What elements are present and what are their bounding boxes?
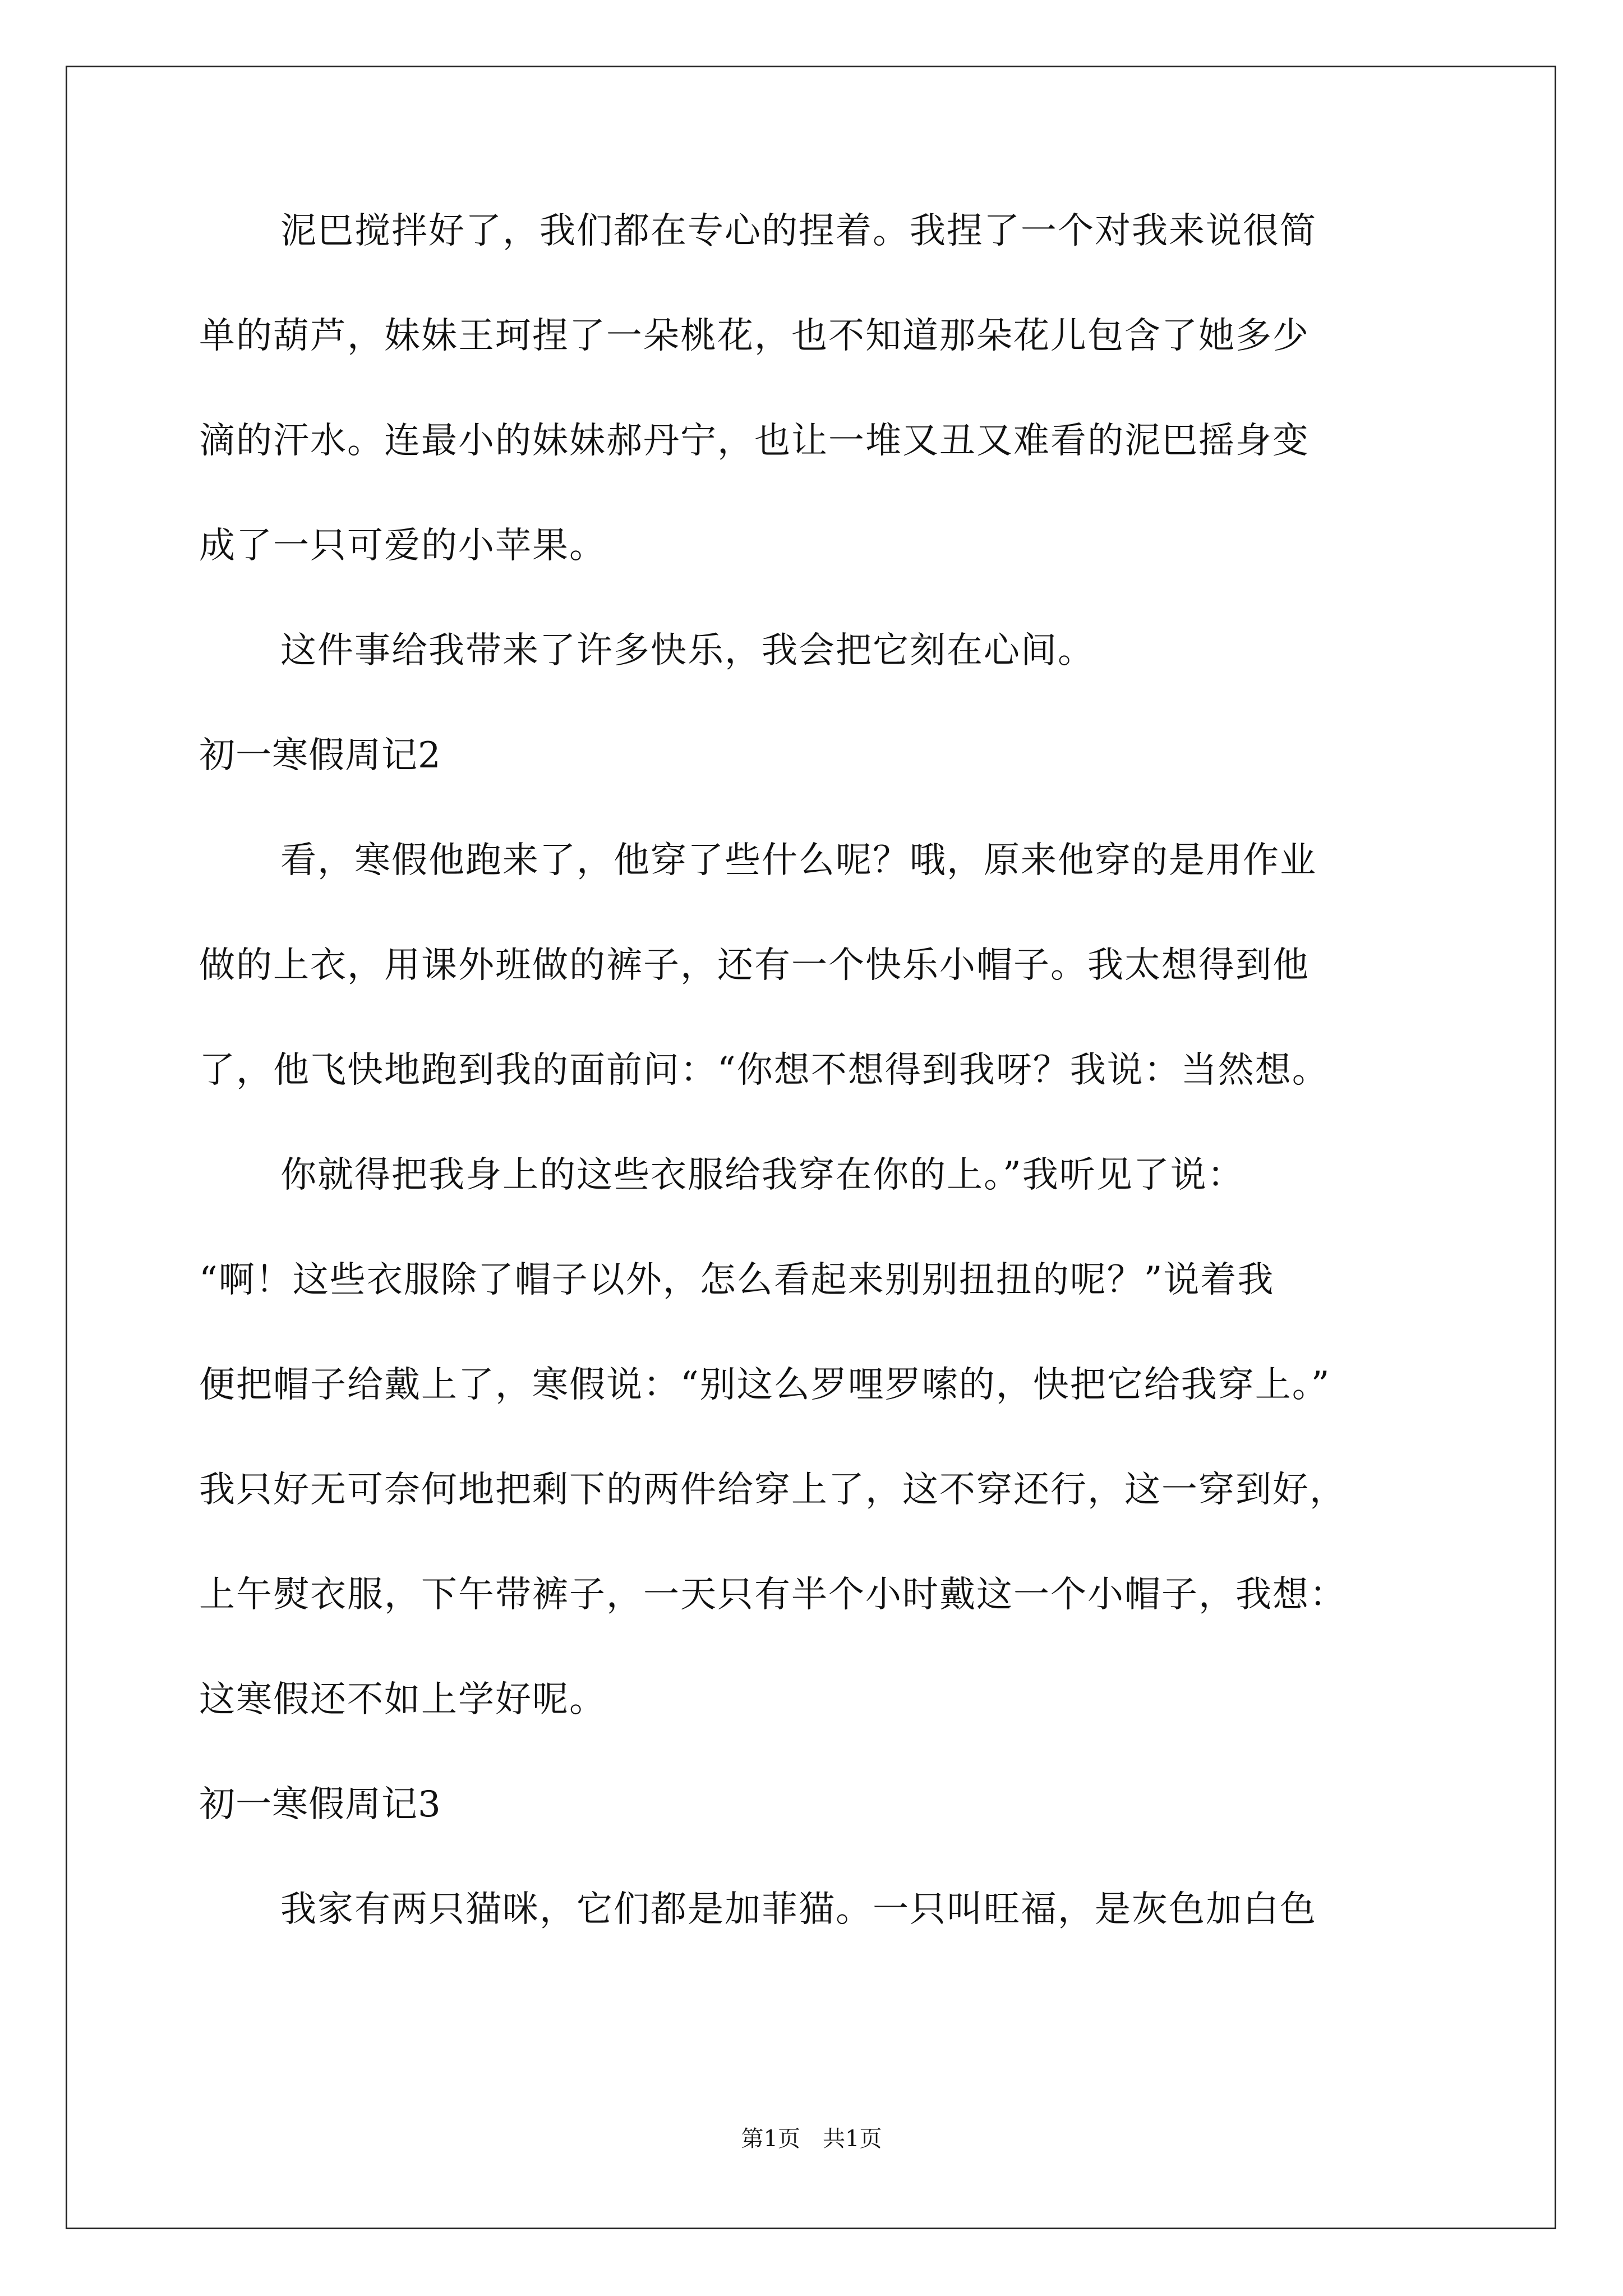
paragraph-line: 便把帽子给戴上了，寒假说：“别这么罗哩罗嗦的，快把它给我穿上。”: [199, 1364, 1331, 1406]
section-heading: 初一寒假周记2: [199, 735, 441, 776]
paragraph-line: 成了一只可爱的小苹果。: [199, 525, 606, 567]
paragraph-line: 上午熨衣服，下午带裤子，一天只有半个小时戴这一个小帽子，我想：: [199, 1574, 1347, 1616]
section-heading: 初一寒假周记3: [199, 1784, 441, 1825]
paragraph-line: 我只好无可奈何地把剩下的两件给穿上了，这不穿还行，这一穿到好，: [199, 1469, 1347, 1511]
paragraph-line: “啊！这些衣服除了帽子以外，怎么看起来别别扭扭的呢？”说着我: [199, 1259, 1275, 1301]
page-number-footer: 第1页 共1页: [741, 2126, 882, 2152]
paragraph-line: 单的葫芦，妹妹王珂捏了一朵桃花，也不知道那朵花儿包含了她多少: [199, 315, 1310, 357]
paragraph-line: 泥巴搅拌好了，我们都在专心的捏着。我捏了一个对我来说很简: [280, 210, 1317, 252]
paragraph-line: 滴的汗水。连最小的妹妹郝丹宁，也让一堆又丑又难看的泥巴摇身变: [199, 420, 1310, 462]
paragraph-line: 你就得把我身上的这些衣服给我穿在你的上。”我听见了说：: [280, 1154, 1244, 1196]
paragraph-line: 我家有两只猫咪，它们都是加菲猫。一只叫旺福，是灰色加白色: [280, 1889, 1317, 1930]
paragraph-line: 了，他飞快地跑到我的面前问：“你想不想得到我呀？我说：当然想。: [199, 1050, 1329, 1091]
paragraph-line: 做的上衣，用课外班做的裤子，还有一个快乐小帽子。我太想得到他: [199, 945, 1310, 986]
paragraph-line: 看，寒假他跑来了，他穿了些什么呢？哦，原来他穿的是用作业: [280, 840, 1317, 881]
paragraph-line: 这寒假还不如上学好呢。: [199, 1679, 606, 1720]
paragraph-line: 这件事给我带来了许多快乐，我会把它刻在心间。: [280, 630, 1095, 671]
document-body: [199, 210, 1444, 1996]
